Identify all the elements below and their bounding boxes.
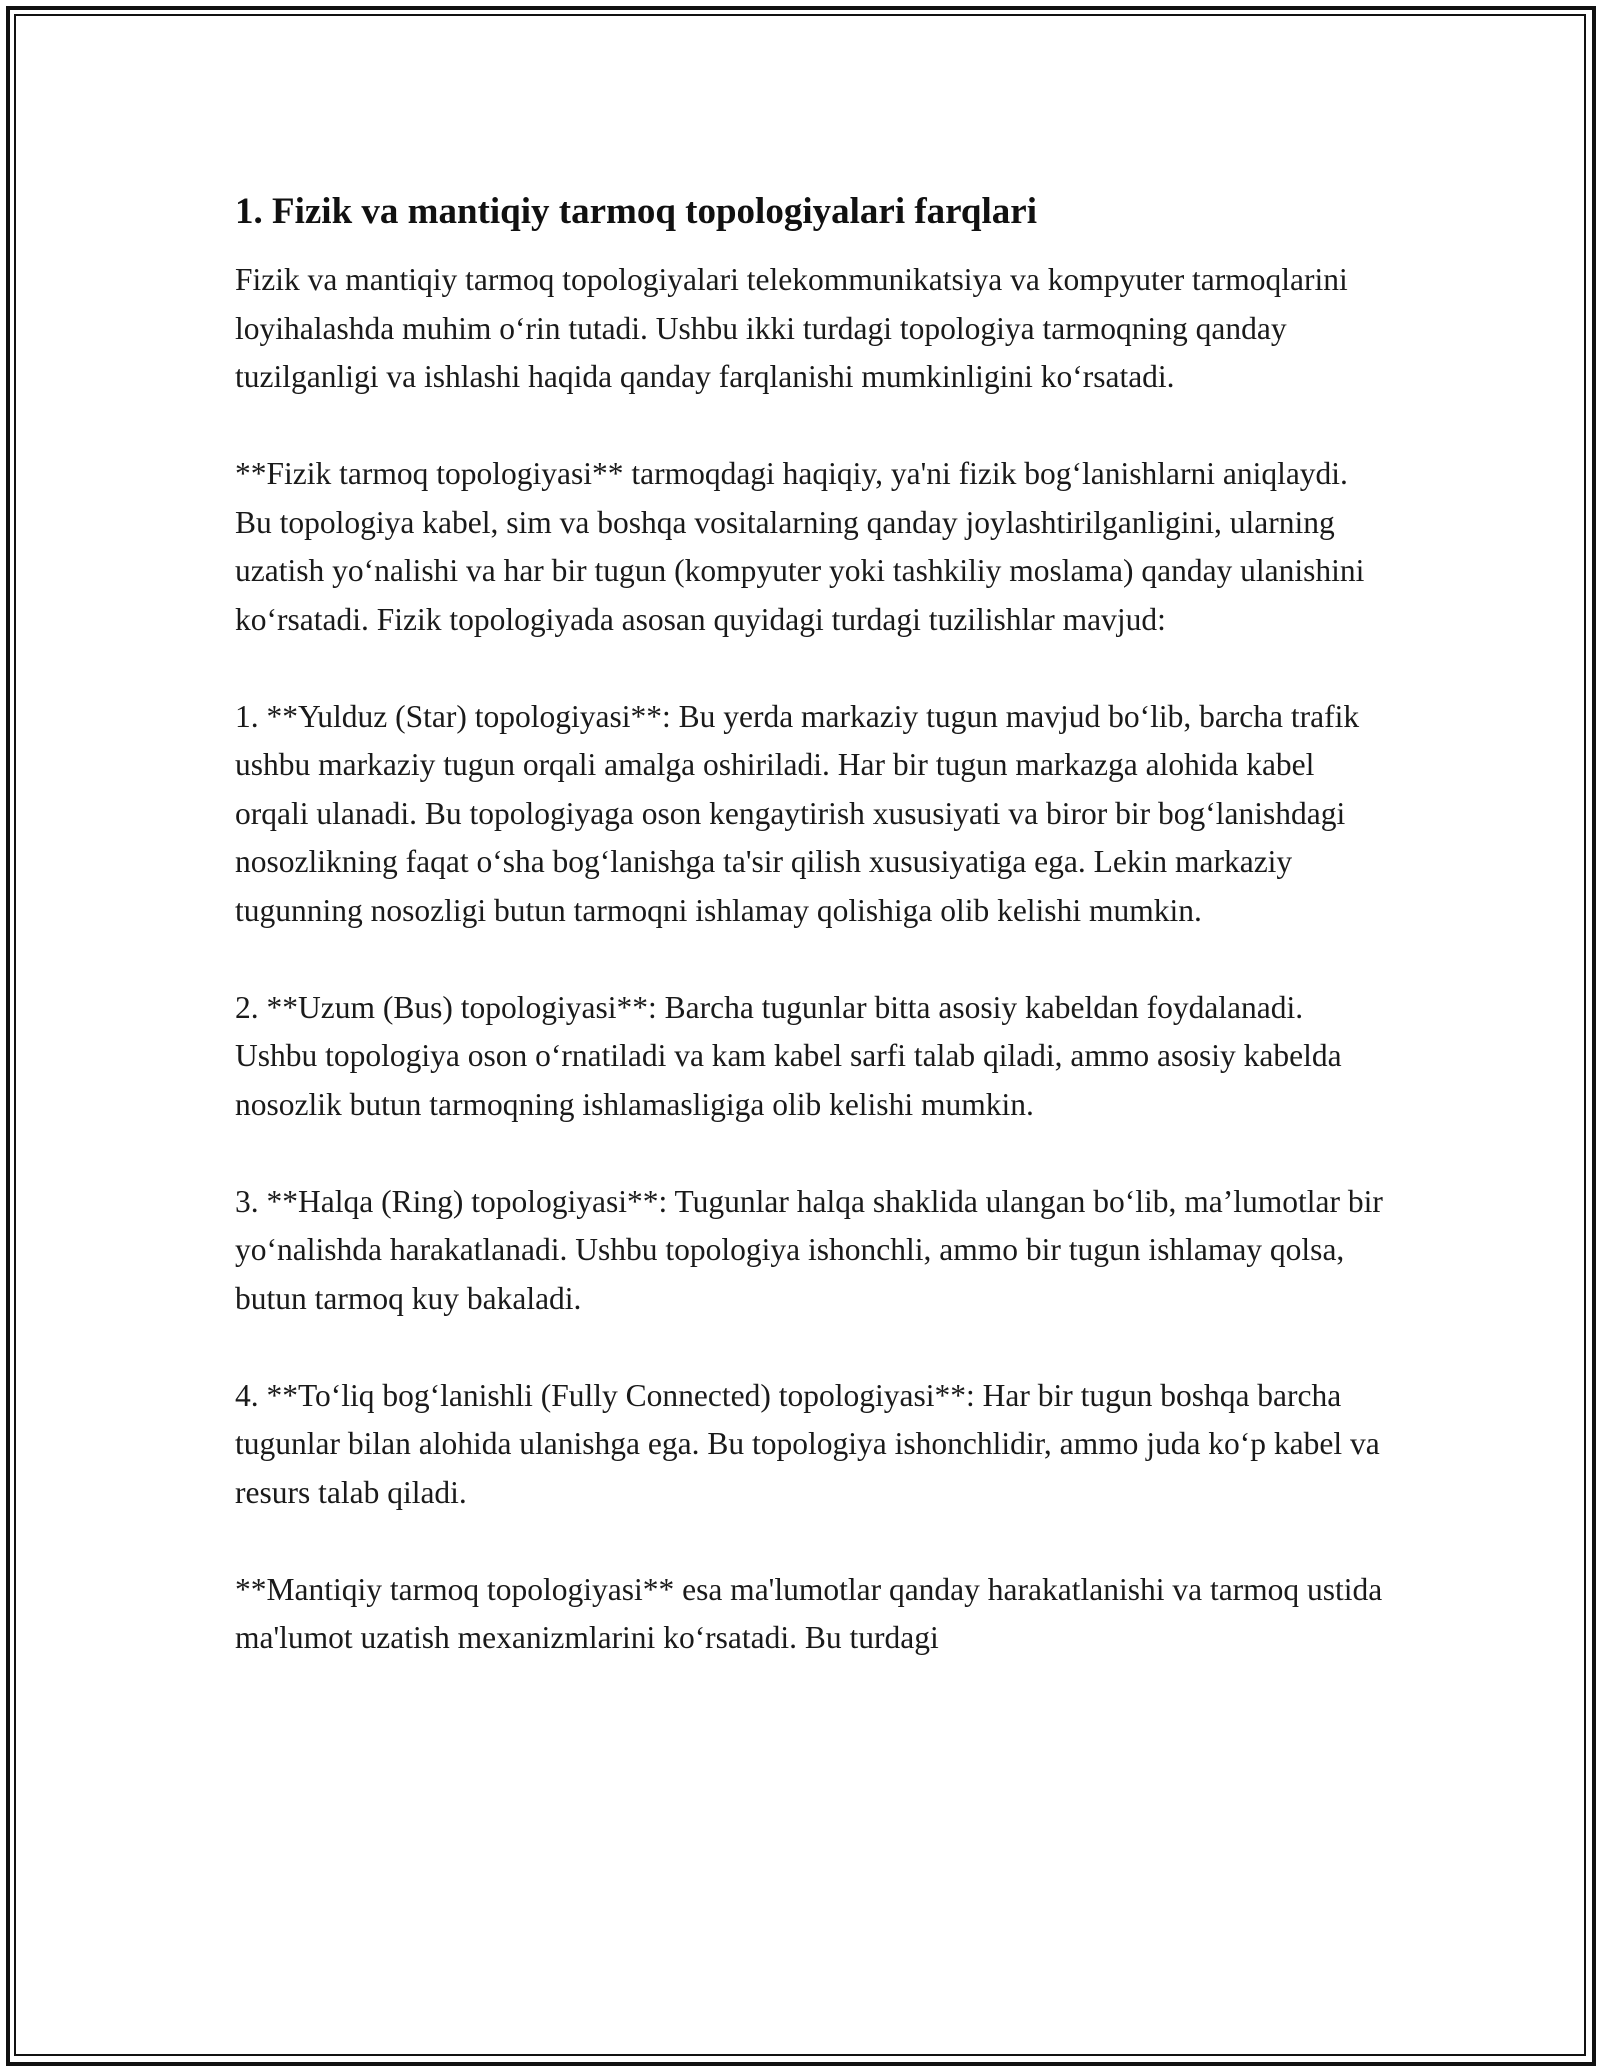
paragraph-physical-topology: **Fizik tarmoq topologiyasi** tarmoqdagi haqiqiy, ya'ni fizik bog‘lanishlarni aniqlaydi. Bu topologiya kabel, sim va boshqa vositalarning qanday joylashtirilganligini, ularning uzatish yo‘nalishi va har bir tugun (kompyuter yoki tashkiliy moslama) qanday ulanishini ko‘rsatadi. Fizik topologiyada asosan quyidagi turdagi tuzilishlar mavjud: [235, 456, 1365, 637]
paragraph-bus-topology: 2. **Uzum (Bus) topologiyasi**: Barcha tugunlar bitta asosiy kabeldan foydalanadi. Ushbu topologiya oson o‘rnatiladi va kam kabel sarfi talab qiladi, ammo asosiy kabelda nosozlik butun tarmoqning ishlamasligiga olib kelishi mumkin. [235, 989, 1342, 1122]
paragraph-star-topology: 1. **Yulduz (Star) topologiyasi**: Bu yerda markaziy tugun mavjud bo‘lib, barcha trafik ushbu markaziy tugun orqali amalga oshiriladi. Har bir tugun markazga alohida kabel orqali ulanadi. Bu topologiyaga oson kengaytirish xususiyati va biror bir bog‘lanishdagi nosozlikning faqat o‘sha bog‘lanishga ta'sir qilish xususiyatiga ega. Lekin markaziy tugunning nosozligi butun tarmoqni ishlamay qolishiga olib kelishi mumkin. [235, 698, 1360, 928]
paragraph-intro: Fizik va mantiqiy tarmoq topologiyalari telekommunikatsiya va kompyuter tarmoqlarini loyihalashda muhim o‘rin tutadi. Ushbu ikki turdagi topologiya tarmoqning qanday tuzilganligi va ishlashi haqida qanday farqlanishi mumkinligini ko‘rsatadi. [235, 262, 1348, 394]
document-title: 1. Fizik va mantiqiy tarmoq topologiyalari farqlari [235, 191, 1037, 232]
paragraph-fully-connected-topology: 4. **To‘liq bog‘lanishli (Fully Connected) topologiyasi**: Har bir tugun boshqa barcha tugunlar bilan alohida ulanishga ega. Bu topologiya ishonchlidir, ammo juda ko‘p kabel va resurs talab qiladi. [235, 1377, 1380, 1510]
paragraph-logical-topology: **Mantiqiy tarmoq topologiyasi** esa ma'lumotlar qanday harakatlanishi va tarmoq ustida ma'lumot uzatish mexanizmlarini ko‘rsatadi. Bu turdagi [235, 1571, 1383, 1655]
paragraph-ring-topology: 3. **Halqa (Ring) topologiyasi**: Tugunlar halqa shaklida ulangan bo‘lib, ma’lumotlar bir yo‘nalishda harakatlanadi. Ushbu topologiya ishonchli, ammo bir tugun ishlamay qolsa, butun tarmoq kuy bakaladi. [235, 1183, 1383, 1316]
document-body [235, 188, 1385, 1663]
